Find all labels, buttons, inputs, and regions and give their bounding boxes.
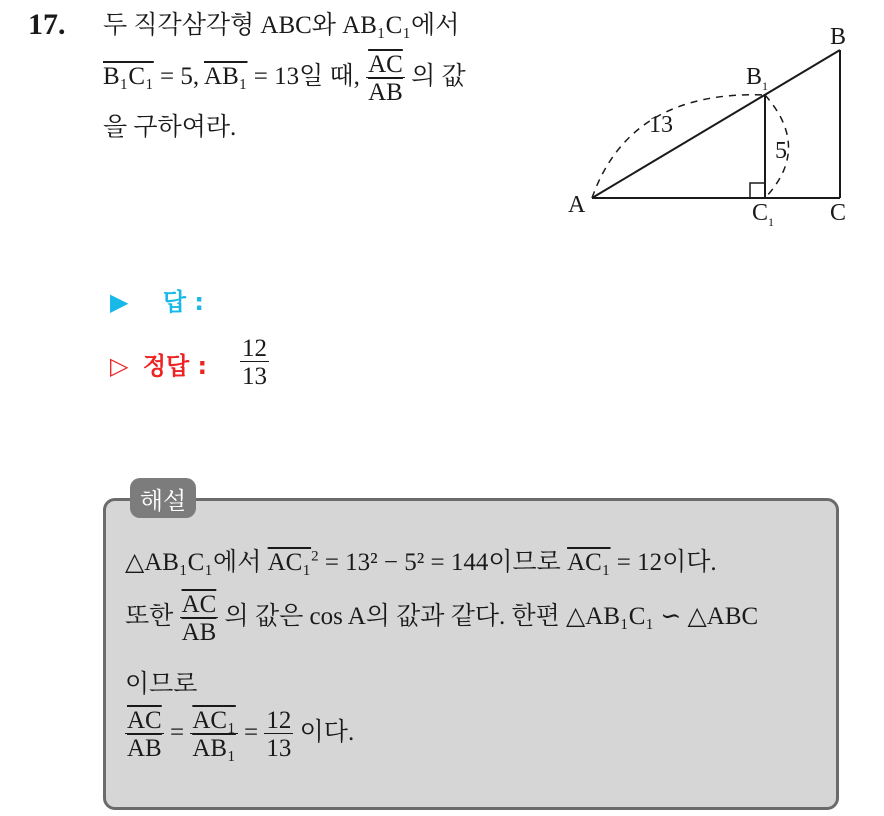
sol-l4-d2 <box>190 733 237 761</box>
label-c: C <box>830 200 847 226</box>
sol-l1-sup: 2 <box>311 548 319 565</box>
sol-l1-e: = 12이다. <box>610 549 717 576</box>
label-b1 <box>746 64 768 93</box>
sol-l1-c: = 13² − 5² = 144이므로 <box>318 549 568 576</box>
sol-l4-tail: 이다. <box>293 719 355 747</box>
sol-l4-n1: $\overline{AC}$ <box>127 707 162 734</box>
solution-line-3: 이므로 <box>125 671 198 698</box>
sol-l4-d3: 13 <box>266 735 292 762</box>
label-b1-main: B <box>746 64 763 90</box>
correct-answer-row <box>110 346 207 381</box>
right-angle-marker <box>750 183 765 198</box>
answer-label: 답 : <box>162 288 204 316</box>
correct-answer-fraction <box>240 336 269 389</box>
label-c1 <box>752 200 774 229</box>
sol-l2-den <box>180 617 219 645</box>
side-ab <box>592 50 840 198</box>
label-b1-sub: 1 <box>762 79 769 93</box>
question-line-2 <box>103 52 466 105</box>
sol-l4-d2-text: AB₁ <box>192 735 236 762</box>
triangle-figure <box>560 20 860 240</box>
sol-l4-n3: 12 <box>266 707 292 734</box>
sol-l2-den-text: AB <box>181 619 217 646</box>
sol-l1-a: △AB₁C₁에서 <box>125 549 268 576</box>
question-line-3: 을 구하여라. <box>103 114 237 141</box>
question-fraction <box>366 52 405 105</box>
sol-l2-fraction <box>180 592 219 645</box>
fraction-denominator <box>366 77 405 105</box>
sol-l4-frac-1 <box>125 708 164 761</box>
sol-l4-frac-2 <box>190 708 237 761</box>
solid-arrow-icon: ▶ <box>110 288 129 316</box>
fraction-numerator: $\overline{AC}$ <box>368 51 403 78</box>
solution-tag: 해설 <box>130 478 196 518</box>
open-arrow-icon: ▷ <box>110 352 129 380</box>
label-c1-sub: 1 <box>768 215 775 229</box>
sol-l4-eq2: = <box>237 719 265 747</box>
segment-ab1: AB₁ <box>204 63 248 91</box>
sol-l4-d1-text: AB <box>127 735 162 762</box>
question-line-1: 두 직각삼각형 ABC와 AB₁C₁에서 <box>103 12 460 39</box>
correct-answer-den: 13 <box>242 363 267 390</box>
correct-answer-num: 12 <box>242 335 267 362</box>
label-b: B <box>830 24 847 50</box>
question-line-2-tail: 의 값 <box>411 63 466 91</box>
solution-line-2 <box>125 592 758 645</box>
segment-b1c1: B₁C₁ <box>103 63 154 91</box>
answer-row <box>110 282 204 317</box>
sol-l4-n2: AC₁ <box>192 707 236 734</box>
correct-answer-label: 정답 : <box>142 352 208 380</box>
sol-l2-a: 또한 <box>125 603 180 631</box>
solution-line-1 <box>125 542 717 578</box>
solution-line-4 <box>125 708 354 761</box>
label-5: 5 <box>775 138 787 164</box>
sol-l4-d1 <box>125 733 164 761</box>
question-number: 17. <box>28 8 66 41</box>
sol-l4-eq1: = <box>163 719 191 747</box>
sol-l2-num: $\overline{AC}$ <box>181 591 217 618</box>
eq-five: = 5, <box>153 63 205 91</box>
label-13: 13 <box>649 112 673 138</box>
label-a: A <box>568 192 586 218</box>
sol-l2-b: 의 값은 cos A의 값과 같다. 한편 △AB₁C₁ ∽ △ABC <box>224 603 759 631</box>
fraction-denominator-text: AB <box>368 79 403 106</box>
sol-l1-ac1: AC₁ <box>267 549 312 576</box>
sol-l1-ac1-2: AC₁ <box>567 549 611 576</box>
eq-thirteen: = 13일 때, <box>247 63 360 91</box>
label-c1-main: C <box>752 200 769 226</box>
sol-l4-frac-3 <box>264 708 293 761</box>
